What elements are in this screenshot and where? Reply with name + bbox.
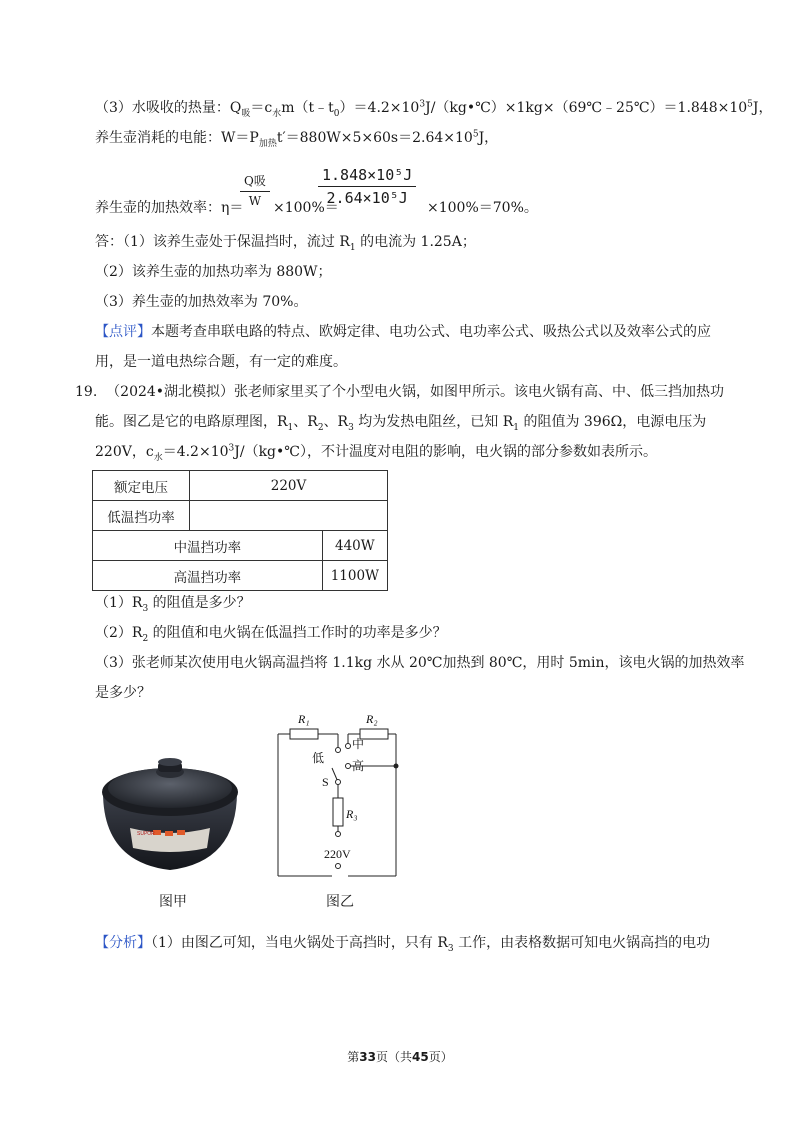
question-19-line-2: 能。图乙是它的电路原理图，$R_1$、$R_2$、$R_3$ 均为发热电阻丝，已知 $R_1$ 的阻值为 396Ω，电源电压为 [95,414,707,433]
analysis-line: 【分析】（1）由图乙可知，当电火锅处于高挡时，只有 $R_3$ 工作，由表格数据可知电火锅高挡的电功 [95,935,711,954]
comment-tag: 【点评】 [95,324,151,340]
photo-caption: 图甲 [159,894,187,910]
fraction-2-numerator: 1.848×10⁵J [322,166,413,184]
label-r1: R₁ [298,712,310,726]
resistor-r3 [333,798,343,826]
fraction-1-numerator: Q吸 [244,174,266,188]
sub-question-1: $(1)R_3$ 的阻值是多少？ [95,595,251,614]
answer-2: （2）该养生壶的加热功率为 880W； [95,264,332,280]
table-row [93,471,388,501]
sub-question-2: $(2)R_2$ 的阻值和电火锅在低温挡工作时的功率是多少？ [95,625,447,644]
hot-pot-photo [95,742,245,882]
label-high: 高 [352,759,365,773]
label-r3: R₃ [346,807,358,821]
label-voltage: 220V [324,847,351,861]
page-number: 33 [359,1050,376,1064]
label-switch: S [322,775,329,789]
energy-used-line: 养生壶消耗的电能：$W=P_{加热}t'=880W\times 5\times 60s=2.64\times 10^5J$， [95,129,499,149]
answer-1: 答：（1）该养生壶处于保温挡时，流过 $R_1$ 的电流为 1.25A； [95,234,476,253]
rated-voltage-label: 额定电压 [93,471,190,501]
comment-line-1: 【点评】本题考查串联电路的特点、欧姆定律、电功公式、电功率公式、吸热公式以及效率公式的应 [95,324,711,340]
question-number: 19. [75,384,98,400]
rated-voltage-value: 220V [190,471,388,501]
answer-3: （3）养生壶的加热效率为 70%。 [95,294,308,310]
table-row [93,501,388,531]
table-row [93,531,388,561]
sub-question-3: （3）张老师某次使用电火锅高温挡将 1.1kg 水从 20℃加热到 80℃，用时 5min，该电火锅的加热效率 [95,655,745,671]
heat-absorbed-line: （3）水吸收的热量：$Q_吸=c_水m(t﹣t_0)=4.2\times 10^3J/(kg•℃)\times 1kg\times(69℃﹣25℃)=1.848\times 10^5J$， [95,99,773,119]
question-19-line-3: 220V，$c_水=4.2\times 10^3J/(kg•℃)$，不计温度对电阻的影响，电火锅的部分参数如表所示。 [95,443,657,463]
efficiency-result: ×100%＝70%。 [427,200,538,216]
table-row [93,561,388,591]
fraction-1-denominator: W [248,194,262,208]
circuit-caption: 图乙 [326,894,354,910]
resistor-r2 [360,729,388,739]
label-low: 低 [312,751,325,765]
page-footer: 第33页（共45页） [347,1050,453,1064]
analysis-tag: 【分析】 [95,935,151,951]
low-power-value [190,501,388,531]
label-r2: R₂ [366,712,378,726]
label-mid: 中 [352,737,365,751]
question-19-line-1: 19. （2024•湖北模拟）张老师家里买了个小型电火锅，如图甲所示。该电火锅有高、中、低三挡加热功 [75,384,725,400]
fraction-2-denominator: 2.64×10⁵J [326,189,408,207]
sub-question-3-cont: 是多少？ [95,685,151,701]
efficiency-fraction-1 [240,172,270,208]
resistor-r1 [290,729,318,739]
mid-power-label: 中温挡功率 [93,531,323,561]
comment-line-2: 用，是一道电热综合题，有一定的难度。 [95,354,347,370]
parameter-table [92,470,388,591]
total-pages: 45 [412,1050,429,1064]
low-power-label: 低温挡功率 [93,501,190,531]
high-power-value: 1100W [322,561,387,591]
high-power-label: 高温挡功率 [93,561,323,591]
efficiency-times-1: ×100%＝ [273,200,339,216]
efficiency-label: 养生壶的加热效率：η＝ [95,200,244,216]
efficiency-fraction-2 [318,166,416,207]
mid-power-value: 440W [322,531,387,561]
circuit-diagram [272,706,402,891]
brand-text: SUPOR [137,831,155,837]
